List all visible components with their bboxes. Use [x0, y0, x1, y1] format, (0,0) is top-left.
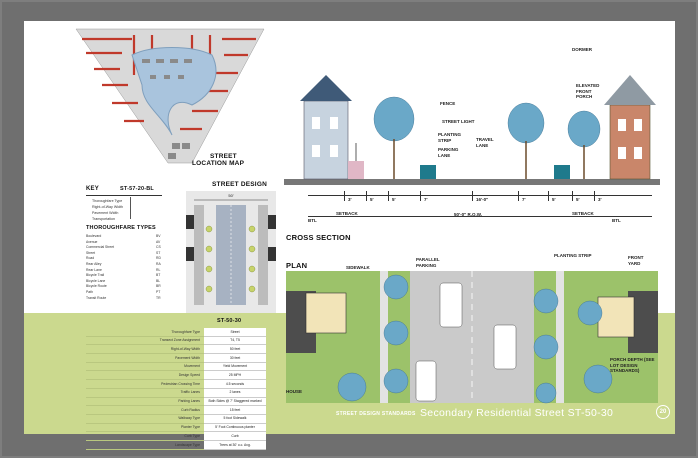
spec-value: 15 feet: [229, 407, 241, 412]
spec-label: Right-of-Way Width: [170, 346, 200, 351]
thoroughfare-type-code: BT: [156, 273, 161, 278]
dimension-tick: [344, 191, 345, 201]
key-row: Thoroughfare Type: [92, 199, 123, 203]
spec-label-row: [86, 424, 204, 433]
dimension-label: 5': [576, 197, 580, 202]
dimension-tick: [594, 191, 595, 201]
dimension-label: 5': [370, 197, 374, 202]
street-design-title: STREET DESIGN: [212, 181, 267, 188]
dimension-label: 5': [392, 197, 396, 202]
spec-value: Both Sides @ 7' Staggered marked: [208, 399, 262, 404]
thoroughfare-type-name: Road: [86, 256, 95, 261]
thoroughfare-types-title: THOROUGHFARE TYPES: [86, 225, 156, 231]
spec-value-row: [204, 371, 266, 380]
spec-value-row: [204, 415, 266, 424]
spec-label-row: [86, 389, 204, 398]
label-parallel-parking: PARALLEL PARKING: [416, 257, 440, 268]
page-number: 20: [656, 405, 670, 419]
spec-labels: [86, 328, 204, 450]
spec-label: Design Speed: [178, 373, 200, 378]
thoroughfare-type-code: BV: [156, 234, 161, 238]
location-map: [72, 25, 268, 165]
spec-label: Curb Radius: [181, 407, 200, 412]
spec-value: Street: [230, 329, 240, 334]
thoroughfare-type-code: PT: [156, 289, 161, 294]
thoroughfare-type-name: Avenue: [86, 239, 98, 244]
thoroughfare-type-name: Path: [86, 289, 93, 294]
spec-label: Parking Lanes: [178, 399, 200, 404]
spec-label-row: [86, 415, 204, 424]
dimension-label: 16'-0": [476, 197, 489, 202]
dimension-label: 7': [522, 197, 526, 202]
spec-label: Transect Zone Assignment: [159, 338, 200, 343]
spec-label-row: [86, 354, 204, 363]
spec-label-row: [86, 406, 204, 415]
thoroughfare-type-code: ST: [156, 250, 161, 255]
thoroughfare-type-name: Commercial Street: [86, 245, 115, 250]
key-row: Right-of-Way Width: [92, 205, 124, 209]
spec-value-row: [204, 328, 266, 337]
key-divider: [86, 195, 162, 196]
plan-title: PLAN: [286, 261, 308, 270]
label-dormer: DORMER: [572, 47, 592, 52]
dimension-tick: [420, 191, 421, 201]
svg-text:50': 50': [228, 193, 234, 198]
spec-value: 2 lanes: [229, 390, 241, 395]
spec-label-row: [86, 328, 204, 337]
spec-label-row: [86, 337, 204, 346]
cross-section-drawing: [284, 61, 660, 199]
spec-value-row: [204, 389, 266, 398]
spec-label-row: [86, 398, 204, 407]
spec-label: Pedestrian Crossing Time: [161, 381, 200, 386]
dimension-tick: [518, 191, 519, 201]
thoroughfare-type-name: Street: [86, 250, 96, 255]
key-code: ST-57-20-BL: [120, 186, 154, 192]
btl-right: BTL: [612, 218, 621, 223]
thoroughfare-type-name: Bicycle Lane: [86, 278, 106, 283]
cross-section-title: CROSS SECTION: [286, 233, 351, 242]
spec-label: Curb Type: [184, 433, 200, 438]
thoroughfare-type-name: Rear Lane: [86, 267, 102, 272]
thoroughfare-type-name: Transit Route: [86, 295, 107, 300]
setback-right: SETBACK: [572, 211, 594, 216]
thoroughfare-type-name: Bicycle Trail: [86, 273, 105, 278]
spec-value-row: [204, 337, 266, 346]
thoroughfare-type-code: CS: [156, 245, 161, 250]
label-front-yard: FRONT YARD: [628, 255, 644, 266]
key-row: Transportation: [92, 217, 116, 221]
label-porch: ELEVATED FRONT PORCH: [576, 83, 600, 99]
plan-drawing: [286, 271, 658, 403]
spec-value: 25 MPH: [228, 373, 242, 378]
spec-value-row: [204, 363, 266, 372]
label-house: HOUSE: [286, 389, 303, 394]
thoroughfare-type-code: RA: [156, 261, 161, 266]
label-planting-strip: PLANTING STRIP: [438, 132, 461, 143]
dimension-tick: [472, 191, 473, 201]
spec-label-row: [86, 380, 204, 389]
thoroughfare-type-row: [86, 296, 162, 302]
spec-value: 5 foot Sidewalk: [223, 416, 247, 421]
spec-label: Planter Type: [181, 425, 200, 430]
dimension-label: 3': [348, 197, 352, 202]
spec-value-row: [204, 432, 266, 441]
dimension-label: 7': [424, 197, 428, 202]
dimension-label: 5': [552, 197, 556, 202]
document-sheet: [24, 21, 675, 447]
spec-value-row: [204, 354, 266, 363]
thoroughfare-type-code: BL: [156, 278, 161, 283]
spec-value: Curb: [231, 433, 239, 438]
label-travel-lane: TRAVEL LANE: [476, 137, 494, 148]
spec-values: [204, 328, 266, 450]
spec-label-row: [86, 371, 204, 380]
spec-label: Thoroughfare Type: [171, 329, 200, 334]
dimension-tick: [366, 191, 367, 201]
label-parking-lane: PARKING LANE: [438, 147, 459, 158]
footer-title: Secondary Residential Street ST-50-30: [420, 407, 614, 419]
key-title: KEY: [86, 186, 99, 192]
spec-label-row: [86, 441, 204, 450]
thoroughfare-type-name: Boulevard: [86, 234, 102, 238]
key-row: Pavement Width: [92, 211, 119, 215]
btl-left: BTL: [308, 218, 317, 223]
spec-value-row: [204, 424, 266, 433]
spec-value-row: [204, 406, 266, 415]
label-fence: FENCE: [440, 101, 456, 106]
spec-value: 30 feet: [229, 355, 241, 360]
spec-label: Walkway Type: [178, 416, 200, 421]
spec-code: ST-50-30: [217, 318, 242, 324]
thoroughfare-type-code: RL: [156, 267, 161, 272]
label-porch-depth: PORCH DEPTH (SEE LOT DESIGN STANDARDS): [610, 357, 655, 373]
spec-value: T4, T5: [230, 338, 240, 343]
thoroughfare-type-code: AV: [156, 239, 161, 244]
thoroughfare-type-code: BR: [156, 284, 161, 289]
location-map-title: STREET: [210, 153, 237, 160]
spec-value: Yield Movement: [222, 364, 248, 369]
spec-value-row: [204, 345, 266, 354]
dimension-tick: [548, 191, 549, 201]
spec-value-row: [204, 441, 266, 450]
spec-value: 50 feet: [229, 346, 241, 351]
spec-label-row: [86, 345, 204, 354]
footer-subtitle: STREET DESIGN STANDARDS: [336, 411, 416, 417]
key-bracket: [130, 197, 131, 219]
spec-value-row: [204, 380, 266, 389]
thoroughfare-types-list: [86, 234, 162, 301]
location-map-subtitle: LOCATION MAP: [192, 160, 245, 167]
spec-label: Movement: [184, 364, 200, 369]
setback-left: SETBACK: [336, 211, 358, 216]
row-label: 50'-0" R.O.W.: [454, 212, 482, 217]
dimension-tick: [572, 191, 573, 201]
spec-label: Traffic Lanes: [180, 390, 200, 395]
spec-label: Landscape Type: [175, 442, 200, 447]
dimension-label: 3': [598, 197, 602, 202]
thoroughfare-type-name: Rear Alley: [86, 261, 102, 266]
street-design-plan: [186, 191, 276, 313]
spec-label: Pavement Width: [175, 355, 200, 360]
label-sidewalk: SIDEWALK: [346, 265, 370, 270]
spec-label-row: [86, 432, 204, 441]
thoroughfare-type-name: Bicycle Route: [86, 284, 107, 289]
thoroughfare-type-code: TR: [156, 295, 161, 300]
spec-value-row: [204, 398, 266, 407]
thoroughfare-type-code: RD: [156, 256, 161, 261]
spec-label-row: [86, 363, 204, 372]
spec-value: Trees at 30' o.c. Avg.: [219, 442, 251, 447]
dimension-tick: [388, 191, 389, 201]
spec-value: 5' Foot Continuous planter: [215, 425, 255, 430]
dimension-line: [308, 195, 652, 196]
label-plan-planting-strip: PLANTING STRIP: [554, 253, 592, 258]
label-street-light: STREET LIGHT: [442, 119, 475, 124]
spec-value: 4.5 seconds: [225, 381, 245, 386]
